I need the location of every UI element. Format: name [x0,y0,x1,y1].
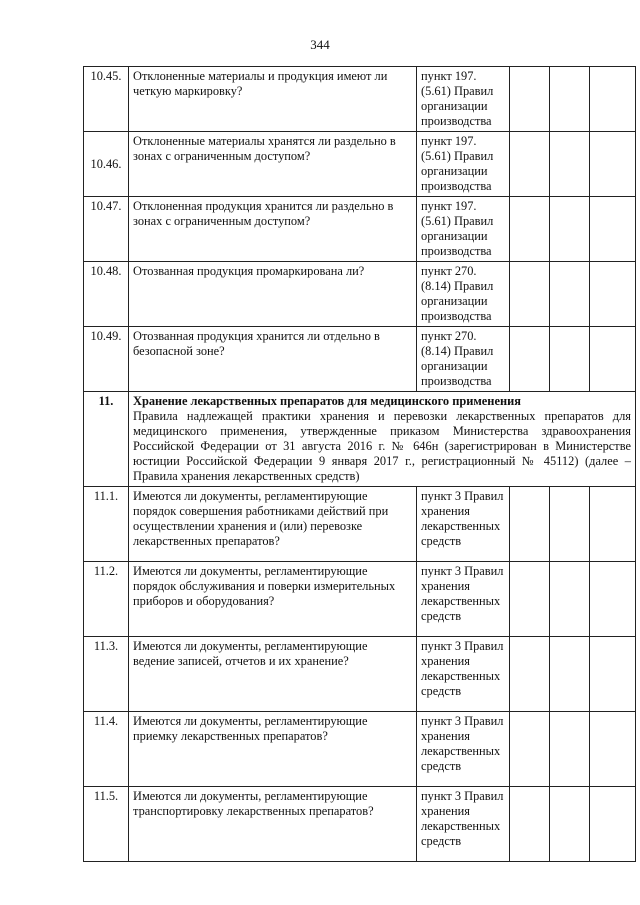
table-row [84,327,636,392]
reference-text: пункт 3 Правил хранения лекарственных средств [417,712,510,787]
question-text: Имеются ли документы, регламентирующие порядок обслуживания и поверки измерительных приборов и оборудования? [129,562,417,637]
answer-cell-na[interactable] [590,787,636,862]
row-number: 10.45. [84,67,129,132]
table-row [84,262,636,327]
answer-cell-yes[interactable] [510,787,550,862]
answer-cell-yes[interactable] [510,262,550,327]
answer-cell-no[interactable] [550,787,590,862]
answer-cell-yes[interactable] [510,562,550,637]
table-row [84,712,636,787]
answer-cell-na[interactable] [590,487,636,562]
question-text: Имеются ли документы, регламентирующие транспортировку лекарственных препаратов? [129,787,417,862]
question-text: Отклоненные материалы хранятся ли раздельно в зонах с ограниченным доступом? [129,132,417,197]
row-number: 11.5. [84,787,129,862]
table-row [84,487,636,562]
row-number: 11.4. [84,712,129,787]
answer-cell-na[interactable] [590,132,636,197]
table-row [84,562,636,637]
reference-text: пункт 197. (5.61) Правил организации производства [417,132,510,197]
row-number: 10.46. [84,132,129,197]
answer-cell-no[interactable] [550,132,590,197]
answer-cell-no[interactable] [550,327,590,392]
reference-text: пункт 197. (5.61) Правил организации производства [417,67,510,132]
answer-cell-yes[interactable] [510,712,550,787]
row-number: 10.47. [84,197,129,262]
answer-cell-yes[interactable] [510,132,550,197]
question-text: Имеются ли документы, регламентирующие приемку лекарственных препаратов? [129,712,417,787]
checklist-table [83,66,636,862]
table-row [84,637,636,712]
reference-text: пункт 270. (8.14) Правил организации производства [417,262,510,327]
answer-cell-na[interactable] [590,637,636,712]
question-text: Имеются ли документы, регламентирующие порядок совершения работниками действий при осуществлении хранения и (или) перевозке лекарственных препаратов? [129,487,417,562]
answer-cell-yes[interactable] [510,327,550,392]
answer-cell-no[interactable] [550,487,590,562]
reference-text: пункт 3 Правил хранения лекарственных средств [417,637,510,712]
reference-text: пункт 270. (8.14) Правил организации производства [417,327,510,392]
answer-cell-na[interactable] [590,562,636,637]
answer-cell-yes[interactable] [510,637,550,712]
page-number: 344 [310,37,330,52]
answer-cell-yes[interactable] [510,487,550,562]
answer-cell-na[interactable] [590,327,636,392]
answer-cell-yes[interactable] [510,67,550,132]
reference-text: пункт 3 Правил хранения лекарственных средств [417,787,510,862]
row-number: 10.48. [84,262,129,327]
reference-text: пункт 3 Правил хранения лекарственных средств [417,562,510,637]
section-description: Правила надлежащей практики хранения и перевозки лекарственных препаратов для медицинского применения, утвержденные приказом Министерства здравоохранения Российской Федерации от 31 августа 2016 г. № 646н (зарегистрирован в Министерстве юстиции Российской Федерации 9 января 2017 г., регистрационный № 45112) (далее – Правила хранения лекарственных средств) [133,409,631,483]
answer-cell-no[interactable] [550,67,590,132]
answer-cell-no[interactable] [550,262,590,327]
section-body [129,392,636,487]
answer-cell-no[interactable] [550,197,590,262]
table-row [84,132,636,197]
question-text: Отклоненная продукция хранится ли раздельно в зонах с ограниченным доступом? [129,197,417,262]
answer-cell-no[interactable] [550,562,590,637]
answer-cell-na[interactable] [590,712,636,787]
row-number: 11.3. [84,637,129,712]
reference-text: пункт 3 Правил хранения лекарственных средств [417,487,510,562]
row-number: 10.49. [84,327,129,392]
row-number: 11.1. [84,487,129,562]
section-number: 11. [84,392,129,487]
section-title: Хранение лекарственных препаратов для медицинского применения [133,394,521,408]
section-row [84,392,636,487]
table-row [84,67,636,132]
answer-cell-na[interactable] [590,197,636,262]
question-text: Отклоненные материалы и продукция имеют ли четкую маркировку? [129,67,417,132]
answer-cell-no[interactable] [550,712,590,787]
table-row [84,197,636,262]
question-text: Имеются ли документы, регламентирующие ведение записей, отчетов и их хранение? [129,637,417,712]
reference-text: пункт 197. (5.61) Правил организации производства [417,197,510,262]
question-text: Отозванная продукция промаркирована ли? [129,262,417,327]
answer-cell-yes[interactable] [510,197,550,262]
table-row [84,787,636,862]
answer-cell-na[interactable] [590,67,636,132]
answer-cell-na[interactable] [590,262,636,327]
answer-cell-no[interactable] [550,637,590,712]
row-number: 11.2. [84,562,129,637]
question-text: Отозванная продукция хранится ли отдельно в безопасной зоне? [129,327,417,392]
